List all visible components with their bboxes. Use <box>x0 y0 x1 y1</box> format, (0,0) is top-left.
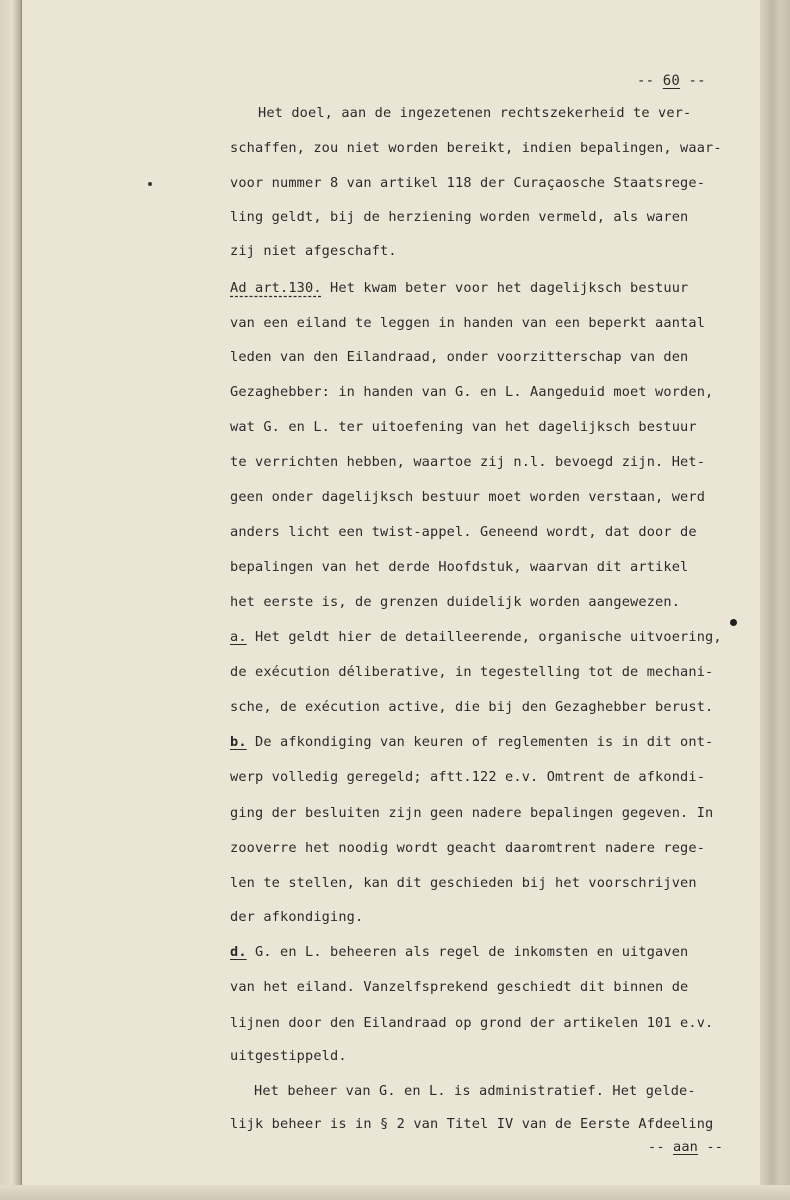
text-line: schaffen, zou niet worden bereikt, indien bepalingen, waar- <box>230 140 722 156</box>
text-line: zij niet afgeschaft. <box>230 243 397 259</box>
text-line: de exécution déliberative, in tegestelling tot de mechani- <box>230 664 714 680</box>
text-line: len te stellen, kan dit geschieden bij het voorschrijven <box>230 875 697 891</box>
catchword: -- aan -- <box>648 1139 724 1155</box>
text-line: te verrichten hebben, waartoe zij n.l. bevoegd zijn. Het- <box>230 454 706 470</box>
page-number-value: 60 <box>662 73 680 89</box>
text-line: voor nummer 8 van artikel 118 der Curaçaosche Staatsrege- <box>230 175 706 191</box>
text-line: anders licht een twist-appel. Geneend wordt, dat door de <box>230 524 697 540</box>
text-line: a. Het geldt hier de detailleerende, organische uitvoering, <box>230 629 722 645</box>
page-number: -- 60 -- <box>637 73 706 89</box>
text-line: wat G. en L. ter uitoefening van het dagelijksch bestuur <box>230 419 697 435</box>
text-line: Het doel, aan de ingezetenen rechtszekerheid te ver- <box>258 105 692 121</box>
text-line: Gezaghebber: in handen van G. en L. Aangeduid moet worden, <box>230 384 714 400</box>
item-marker-b: b. <box>230 734 247 750</box>
text-line: uitgestippeld. <box>230 1048 347 1064</box>
text-line: sche, de exécution active, die bij den Gezaghebber berust. <box>230 699 714 715</box>
text-line: lijnen door den Eilandraad op grond der artikelen 101 e.v. <box>230 1015 714 1031</box>
text-line: ging der besluiten zijn geen nadere bepalingen gegeven. In <box>230 805 714 821</box>
text-line: van een eiland te leggen in handen van een beperkt aantal <box>230 315 706 331</box>
text-line: Het beheer van G. en L. is administratief. Het gelde- <box>254 1083 696 1099</box>
item-marker-a: a. <box>230 629 247 645</box>
text-line: bepalingen van het derde Hoofdstuk, waarvan dit artikel <box>230 559 689 575</box>
text-line: geen onder dagelijksch bestuur moet worden verstaan, werd <box>230 489 706 505</box>
text-line: het eerste is, de grenzen duidelijk worden aangewezen. <box>230 594 681 610</box>
catchword-value: aan <box>673 1139 699 1155</box>
text-line: zooverre het noodig wordt geacht daaromtrent nadere rege- <box>230 840 706 856</box>
text-line: der afkondiging. <box>230 909 364 925</box>
text-line: van het eiland. Vanzelfsprekend geschiedt dit binnen de <box>230 979 689 995</box>
text-line: lijk beheer is in § 2 van Titel IV van de Eerste Afdeeling <box>230 1116 714 1132</box>
text-line: werp volledig geregeld; aftt.122 e.v. Omtrent de afkondi- <box>230 769 706 785</box>
text-line: ling geldt, bij de herziening worden vermeld, als waren <box>230 209 689 225</box>
text-line: d. G. en L. beheeren als regel de inkomsten en uitgaven <box>230 944 689 960</box>
text-line: leden van den Eilandraad, onder voorzitterschap van den <box>230 349 689 365</box>
item-marker-d: d. <box>230 944 247 960</box>
section-heading-ad-art-130: Ad art.130. <box>230 280 322 296</box>
text-line: b. De afkondiging van keuren of reglementen is in dit ont- <box>230 734 714 750</box>
text-line: Ad art.130. Het kwam beter voor het dagelijksch bestuur <box>230 280 689 296</box>
